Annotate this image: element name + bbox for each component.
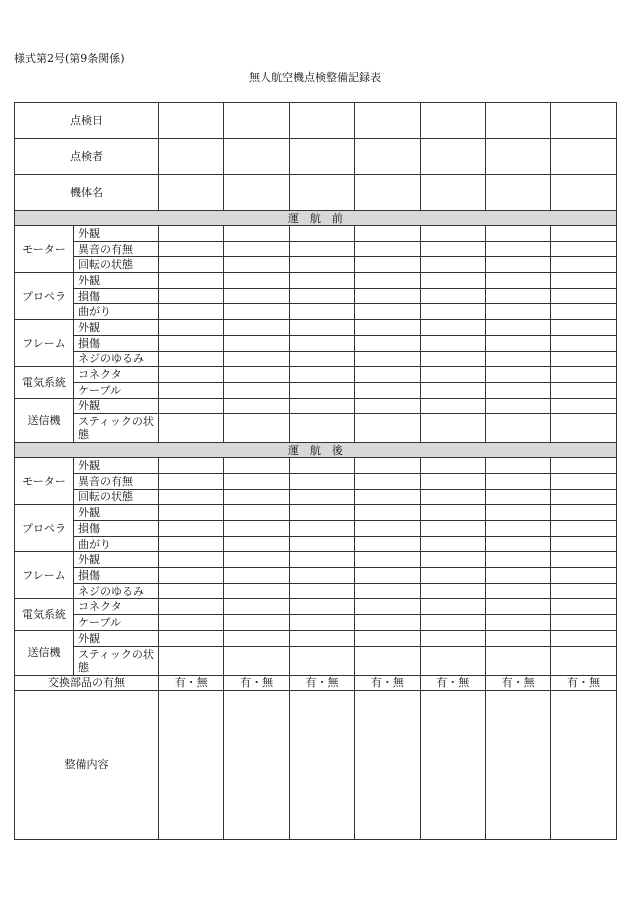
entry-cell[interactable]: [355, 599, 420, 615]
entry-cell[interactable]: [551, 414, 616, 443]
header-row: [15, 139, 617, 175]
entry-cell[interactable]: [420, 257, 485, 273]
checklist-row: [15, 241, 617, 257]
check-item-label: 外観: [74, 505, 159, 521]
entry-cell[interactable]: [420, 288, 485, 304]
header-row-label: 点検日: [15, 103, 159, 139]
entry-cell[interactable]: [159, 505, 224, 521]
entry-cell[interactable]: [551, 273, 616, 289]
entry-cell[interactable]: [485, 599, 550, 615]
entry-cell[interactable]: [289, 273, 354, 289]
entry-cell[interactable]: [485, 175, 550, 211]
check-item-label: 損傷: [74, 288, 159, 304]
entry-cell[interactable]: [485, 473, 550, 489]
entry-cell[interactable]: [420, 226, 485, 242]
entry-cell[interactable]: [485, 335, 550, 351]
checklist-row: [15, 382, 617, 398]
section-header-row: [15, 443, 617, 458]
entry-cell[interactable]: [420, 398, 485, 414]
entry-cell[interactable]: [355, 398, 420, 414]
entry-cell[interactable]: [289, 599, 354, 615]
entry-cell[interactable]: [485, 583, 550, 599]
inspection-record-table: [14, 102, 617, 840]
entry-cell[interactable]: [485, 288, 550, 304]
entry-cell[interactable]: [420, 103, 485, 139]
entry-cell[interactable]: [551, 226, 616, 242]
check-item-label: 曲がり: [74, 304, 159, 320]
entry-cell[interactable]: [485, 226, 550, 242]
entry-cell[interactable]: [420, 320, 485, 336]
component-group-label: モーター: [15, 226, 74, 273]
entry-cell[interactable]: [355, 414, 420, 443]
entry-cell[interactable]: [289, 175, 354, 211]
entry-cell[interactable]: [289, 646, 354, 675]
entry-cell[interactable]: [355, 552, 420, 568]
checklist-row: [15, 351, 617, 367]
component-group-label: 電気系統: [15, 599, 74, 630]
entry-cell[interactable]: [289, 552, 354, 568]
entry-cell[interactable]: [224, 257, 289, 273]
entry-cell[interactable]: [159, 458, 224, 474]
entry-cell[interactable]: [224, 304, 289, 320]
entry-cell[interactable]: [289, 583, 354, 599]
entry-cell[interactable]: [485, 646, 550, 675]
entry-cell[interactable]: [420, 335, 485, 351]
entry-cell[interactable]: [420, 139, 485, 175]
checklist-row: [15, 367, 617, 383]
entry-cell[interactable]: [485, 257, 550, 273]
entry-cell[interactable]: [551, 536, 616, 552]
entry-cell[interactable]: [551, 320, 616, 336]
checklist-row: [15, 398, 617, 414]
exchange-option-cell[interactable]: 有・無: [289, 675, 354, 690]
header-row: [15, 175, 617, 211]
entry-cell[interactable]: [420, 304, 485, 320]
checklist-row: [15, 288, 617, 304]
entry-cell[interactable]: [355, 367, 420, 383]
entry-cell[interactable]: [420, 241, 485, 257]
entry-cell[interactable]: [355, 630, 420, 646]
checklist-row: [15, 473, 617, 489]
checklist-row: [15, 646, 617, 675]
entry-cell[interactable]: [355, 536, 420, 552]
entry-cell[interactable]: [551, 646, 616, 675]
entry-cell[interactable]: [224, 646, 289, 675]
entry-cell[interactable]: [551, 304, 616, 320]
entry-cell[interactable]: [551, 241, 616, 257]
entry-cell[interactable]: [159, 568, 224, 584]
check-item-label: ネジのゆるみ: [74, 583, 159, 599]
entry-cell[interactable]: [289, 521, 354, 537]
check-item-label: ネジのゆるみ: [74, 351, 159, 367]
entry-cell[interactable]: [420, 458, 485, 474]
entry-cell[interactable]: [485, 241, 550, 257]
entry-cell[interactable]: [289, 568, 354, 584]
header-row: [15, 103, 617, 139]
entry-cell[interactable]: [224, 226, 289, 242]
entry-cell[interactable]: [289, 257, 354, 273]
component-group-label: 送信機: [15, 630, 74, 675]
entry-cell[interactable]: [159, 257, 224, 273]
exchange-option-cell[interactable]: 有・無: [355, 675, 420, 690]
entry-cell[interactable]: [485, 521, 550, 537]
entry-cell[interactable]: [159, 398, 224, 414]
entry-cell[interactable]: [420, 414, 485, 443]
check-item-label: 外観: [74, 398, 159, 414]
entry-cell[interactable]: [224, 536, 289, 552]
entry-cell[interactable]: [159, 367, 224, 383]
entry-cell[interactable]: [485, 630, 550, 646]
entry-cell[interactable]: [420, 568, 485, 584]
entry-cell[interactable]: [551, 103, 616, 139]
check-item-label: スティックの状態: [74, 414, 159, 443]
entry-cell[interactable]: [159, 175, 224, 211]
checklist-row: [15, 505, 617, 521]
entry-cell[interactable]: [355, 335, 420, 351]
entry-cell[interactable]: [355, 226, 420, 242]
entry-cell[interactable]: [159, 320, 224, 336]
entry-cell[interactable]: [485, 139, 550, 175]
check-item-label: ケーブル: [74, 382, 159, 398]
check-item-label: 外観: [74, 320, 159, 336]
entry-cell[interactable]: [224, 175, 289, 211]
form-number-label: 様式第2号(第9条関係): [14, 52, 125, 65]
entry-cell[interactable]: [355, 505, 420, 521]
entry-cell[interactable]: [289, 615, 354, 631]
entry-cell[interactable]: [551, 568, 616, 584]
section-title: 運 航 後: [15, 443, 617, 458]
entry-cell[interactable]: [485, 552, 550, 568]
entry-cell[interactable]: [420, 646, 485, 675]
entry-cell[interactable]: [224, 690, 289, 839]
entry-cell[interactable]: [224, 320, 289, 336]
component-group-label: 電気系統: [15, 367, 74, 398]
entry-cell[interactable]: [485, 568, 550, 584]
entry-cell[interactable]: [485, 458, 550, 474]
entry-cell[interactable]: [159, 552, 224, 568]
check-item-label: スティックの状態: [74, 646, 159, 675]
header-row-label: 機体名: [15, 175, 159, 211]
exchange-parts-label: 交換部品の有無: [15, 675, 159, 690]
check-item-label: 回転の状態: [74, 489, 159, 505]
entry-cell[interactable]: [355, 583, 420, 599]
check-item-label: ケーブル: [74, 615, 159, 631]
entry-cell[interactable]: [551, 599, 616, 615]
entry-cell[interactable]: [289, 458, 354, 474]
entry-cell[interactable]: [551, 489, 616, 505]
checklist-row: [15, 320, 617, 336]
entry-cell[interactable]: [355, 473, 420, 489]
entry-cell[interactable]: [159, 382, 224, 398]
entry-cell[interactable]: [551, 175, 616, 211]
entry-cell[interactable]: [289, 226, 354, 242]
entry-cell[interactable]: [355, 382, 420, 398]
entry-cell[interactable]: [224, 335, 289, 351]
entry-cell[interactable]: [355, 521, 420, 537]
entry-cell[interactable]: [551, 257, 616, 273]
check-item-label: 損傷: [74, 521, 159, 537]
checklist-row: [15, 226, 617, 242]
check-item-label: 曲がり: [74, 536, 159, 552]
maintenance-label: 整備内容: [15, 690, 159, 839]
entry-cell[interactable]: [420, 615, 485, 631]
entry-cell[interactable]: [224, 351, 289, 367]
entry-cell[interactable]: [224, 505, 289, 521]
entry-cell[interactable]: [551, 382, 616, 398]
check-item-label: コネクタ: [74, 599, 159, 615]
check-item-label: 外観: [74, 226, 159, 242]
entry-cell[interactable]: [420, 367, 485, 383]
entry-cell[interactable]: [420, 473, 485, 489]
checklist-row: [15, 521, 617, 537]
entry-cell[interactable]: [420, 521, 485, 537]
entry-cell[interactable]: [224, 414, 289, 443]
checklist-row: [15, 257, 617, 273]
entry-cell[interactable]: [159, 351, 224, 367]
entry-cell[interactable]: [224, 473, 289, 489]
component-group-label: プロペラ: [15, 505, 74, 552]
entry-cell[interactable]: [289, 630, 354, 646]
entry-cell[interactable]: [355, 489, 420, 505]
entry-cell[interactable]: [159, 489, 224, 505]
entry-cell[interactable]: [485, 351, 550, 367]
component-group-label: プロペラ: [15, 273, 74, 320]
entry-cell[interactable]: [289, 335, 354, 351]
exchange-option-cell[interactable]: 有・無: [159, 675, 224, 690]
entry-cell[interactable]: [159, 103, 224, 139]
entry-cell[interactable]: [224, 521, 289, 537]
entry-cell[interactable]: [159, 690, 224, 839]
section-header-row: [15, 211, 617, 226]
entry-cell[interactable]: [159, 536, 224, 552]
entry-cell[interactable]: [420, 489, 485, 505]
entry-cell[interactable]: [224, 139, 289, 175]
entry-cell[interactable]: [551, 288, 616, 304]
check-item-label: コネクタ: [74, 367, 159, 383]
check-item-label: 回転の状態: [74, 257, 159, 273]
entry-cell[interactable]: [289, 414, 354, 443]
checklist-row: [15, 583, 617, 599]
checklist-row: [15, 458, 617, 474]
entry-cell[interactable]: [485, 320, 550, 336]
entry-cell[interactable]: [551, 630, 616, 646]
entry-cell[interactable]: [224, 382, 289, 398]
check-item-label: 外観: [74, 630, 159, 646]
section-title: 運 航 前: [15, 211, 617, 226]
entry-cell[interactable]: [485, 505, 550, 521]
entry-cell[interactable]: [289, 536, 354, 552]
component-group-label: 送信機: [15, 398, 74, 443]
entry-cell[interactable]: [159, 273, 224, 289]
entry-cell[interactable]: [355, 304, 420, 320]
entry-cell[interactable]: [420, 505, 485, 521]
entry-cell[interactable]: [355, 351, 420, 367]
entry-cell[interactable]: [355, 568, 420, 584]
entry-cell[interactable]: [355, 241, 420, 257]
checklist-row: [15, 273, 617, 289]
entry-cell[interactable]: [485, 304, 550, 320]
entry-cell[interactable]: [355, 690, 420, 839]
entry-cell[interactable]: [485, 615, 550, 631]
entry-cell[interactable]: [224, 489, 289, 505]
entry-cell[interactable]: [289, 241, 354, 257]
entry-cell[interactable]: [224, 103, 289, 139]
entry-cell[interactable]: [289, 367, 354, 383]
checklist-row: [15, 568, 617, 584]
entry-cell[interactable]: [159, 139, 224, 175]
entry-cell[interactable]: [420, 273, 485, 289]
entry-cell[interactable]: [159, 521, 224, 537]
entry-cell[interactable]: [551, 335, 616, 351]
entry-cell[interactable]: [224, 273, 289, 289]
exchange-option-cell[interactable]: 有・無: [420, 675, 485, 690]
exchange-parts-row: [15, 675, 617, 690]
entry-cell[interactable]: [485, 398, 550, 414]
entry-cell[interactable]: [159, 630, 224, 646]
entry-cell[interactable]: [485, 536, 550, 552]
entry-cell[interactable]: [289, 288, 354, 304]
checklist-row: [15, 599, 617, 615]
entry-cell[interactable]: [224, 367, 289, 383]
entry-cell[interactable]: [355, 320, 420, 336]
checklist-row: [15, 489, 617, 505]
entry-cell[interactable]: [420, 175, 485, 211]
entry-cell[interactable]: [355, 458, 420, 474]
entry-cell[interactable]: [355, 257, 420, 273]
entry-cell[interactable]: [551, 458, 616, 474]
maintenance-row: [15, 690, 617, 839]
entry-cell[interactable]: [289, 473, 354, 489]
entry-cell[interactable]: [551, 473, 616, 489]
entry-cell[interactable]: [485, 103, 550, 139]
entry-cell[interactable]: [551, 351, 616, 367]
entry-cell[interactable]: [551, 398, 616, 414]
checklist-row: [15, 552, 617, 568]
entry-cell[interactable]: [289, 489, 354, 505]
entry-cell[interactable]: [159, 241, 224, 257]
entry-cell[interactable]: [224, 630, 289, 646]
entry-cell[interactable]: [224, 398, 289, 414]
exchange-option-cell[interactable]: 有・無: [551, 675, 616, 690]
entry-cell[interactable]: [289, 505, 354, 521]
entry-cell[interactable]: [551, 690, 616, 839]
entry-cell[interactable]: [224, 599, 289, 615]
checklist-row: [15, 304, 617, 320]
check-item-label: 損傷: [74, 335, 159, 351]
entry-cell[interactable]: [485, 414, 550, 443]
entry-cell[interactable]: [420, 690, 485, 839]
exchange-option-cell[interactable]: 有・無: [485, 675, 550, 690]
checklist-row: [15, 536, 617, 552]
entry-cell[interactable]: [485, 690, 550, 839]
entry-cell[interactable]: [551, 367, 616, 383]
entry-cell[interactable]: [159, 599, 224, 615]
entry-cell[interactable]: [355, 288, 420, 304]
component-group-label: モーター: [15, 458, 74, 505]
entry-cell[interactable]: [485, 367, 550, 383]
check-item-label: 外観: [74, 552, 159, 568]
entry-cell[interactable]: [224, 552, 289, 568]
entry-cell[interactable]: [159, 583, 224, 599]
entry-cell[interactable]: [159, 646, 224, 675]
exchange-option-cell[interactable]: 有・無: [224, 675, 289, 690]
checklist-row: [15, 414, 617, 443]
entry-cell[interactable]: [289, 139, 354, 175]
entry-cell[interactable]: [420, 351, 485, 367]
entry-cell[interactable]: [289, 690, 354, 839]
entry-cell[interactable]: [159, 335, 224, 351]
entry-cell[interactable]: [289, 103, 354, 139]
entry-cell[interactable]: [224, 568, 289, 584]
check-item-label: 異音の有無: [74, 241, 159, 257]
entry-cell[interactable]: [289, 382, 354, 398]
entry-cell[interactable]: [159, 615, 224, 631]
entry-cell[interactable]: [159, 304, 224, 320]
entry-cell[interactable]: [355, 273, 420, 289]
document-title: 無人航空機点検整備記録表: [249, 71, 381, 84]
entry-cell[interactable]: [159, 288, 224, 304]
entry-cell[interactable]: [355, 646, 420, 675]
entry-cell[interactable]: [420, 536, 485, 552]
entry-cell[interactable]: [289, 398, 354, 414]
entry-cell[interactable]: [485, 382, 550, 398]
entry-cell[interactable]: [420, 552, 485, 568]
entry-cell[interactable]: [485, 489, 550, 505]
checklist-row: [15, 630, 617, 646]
entry-cell[interactable]: [355, 103, 420, 139]
checklist-row: [15, 335, 617, 351]
entry-cell[interactable]: [551, 521, 616, 537]
entry-cell[interactable]: [420, 382, 485, 398]
entry-cell[interactable]: [289, 304, 354, 320]
check-item-label: 外観: [74, 273, 159, 289]
entry-cell[interactable]: [159, 473, 224, 489]
entry-cell[interactable]: [551, 583, 616, 599]
entry-cell[interactable]: [420, 599, 485, 615]
check-item-label: 損傷: [74, 568, 159, 584]
component-group-label: フレーム: [15, 320, 74, 367]
entry-cell[interactable]: [420, 583, 485, 599]
entry-cell[interactable]: [224, 583, 289, 599]
entry-cell[interactable]: [355, 139, 420, 175]
entry-cell[interactable]: [551, 139, 616, 175]
component-group-label: フレーム: [15, 552, 74, 599]
entry-cell[interactable]: [289, 351, 354, 367]
entry-cell[interactable]: [224, 288, 289, 304]
entry-cell[interactable]: [551, 615, 616, 631]
entry-cell[interactable]: [551, 505, 616, 521]
entry-cell[interactable]: [224, 615, 289, 631]
check-item-label: 異音の有無: [74, 473, 159, 489]
entry-cell[interactable]: [551, 552, 616, 568]
entry-cell[interactable]: [224, 458, 289, 474]
entry-cell[interactable]: [355, 615, 420, 631]
entry-cell[interactable]: [159, 226, 224, 242]
header-row-label: 点検者: [15, 139, 159, 175]
entry-cell[interactable]: [420, 630, 485, 646]
entry-cell[interactable]: [289, 320, 354, 336]
entry-cell[interactable]: [485, 273, 550, 289]
check-item-label: 外観: [74, 458, 159, 474]
entry-cell[interactable]: [355, 175, 420, 211]
entry-cell[interactable]: [159, 414, 224, 443]
checklist-row: [15, 615, 617, 631]
entry-cell[interactable]: [224, 241, 289, 257]
